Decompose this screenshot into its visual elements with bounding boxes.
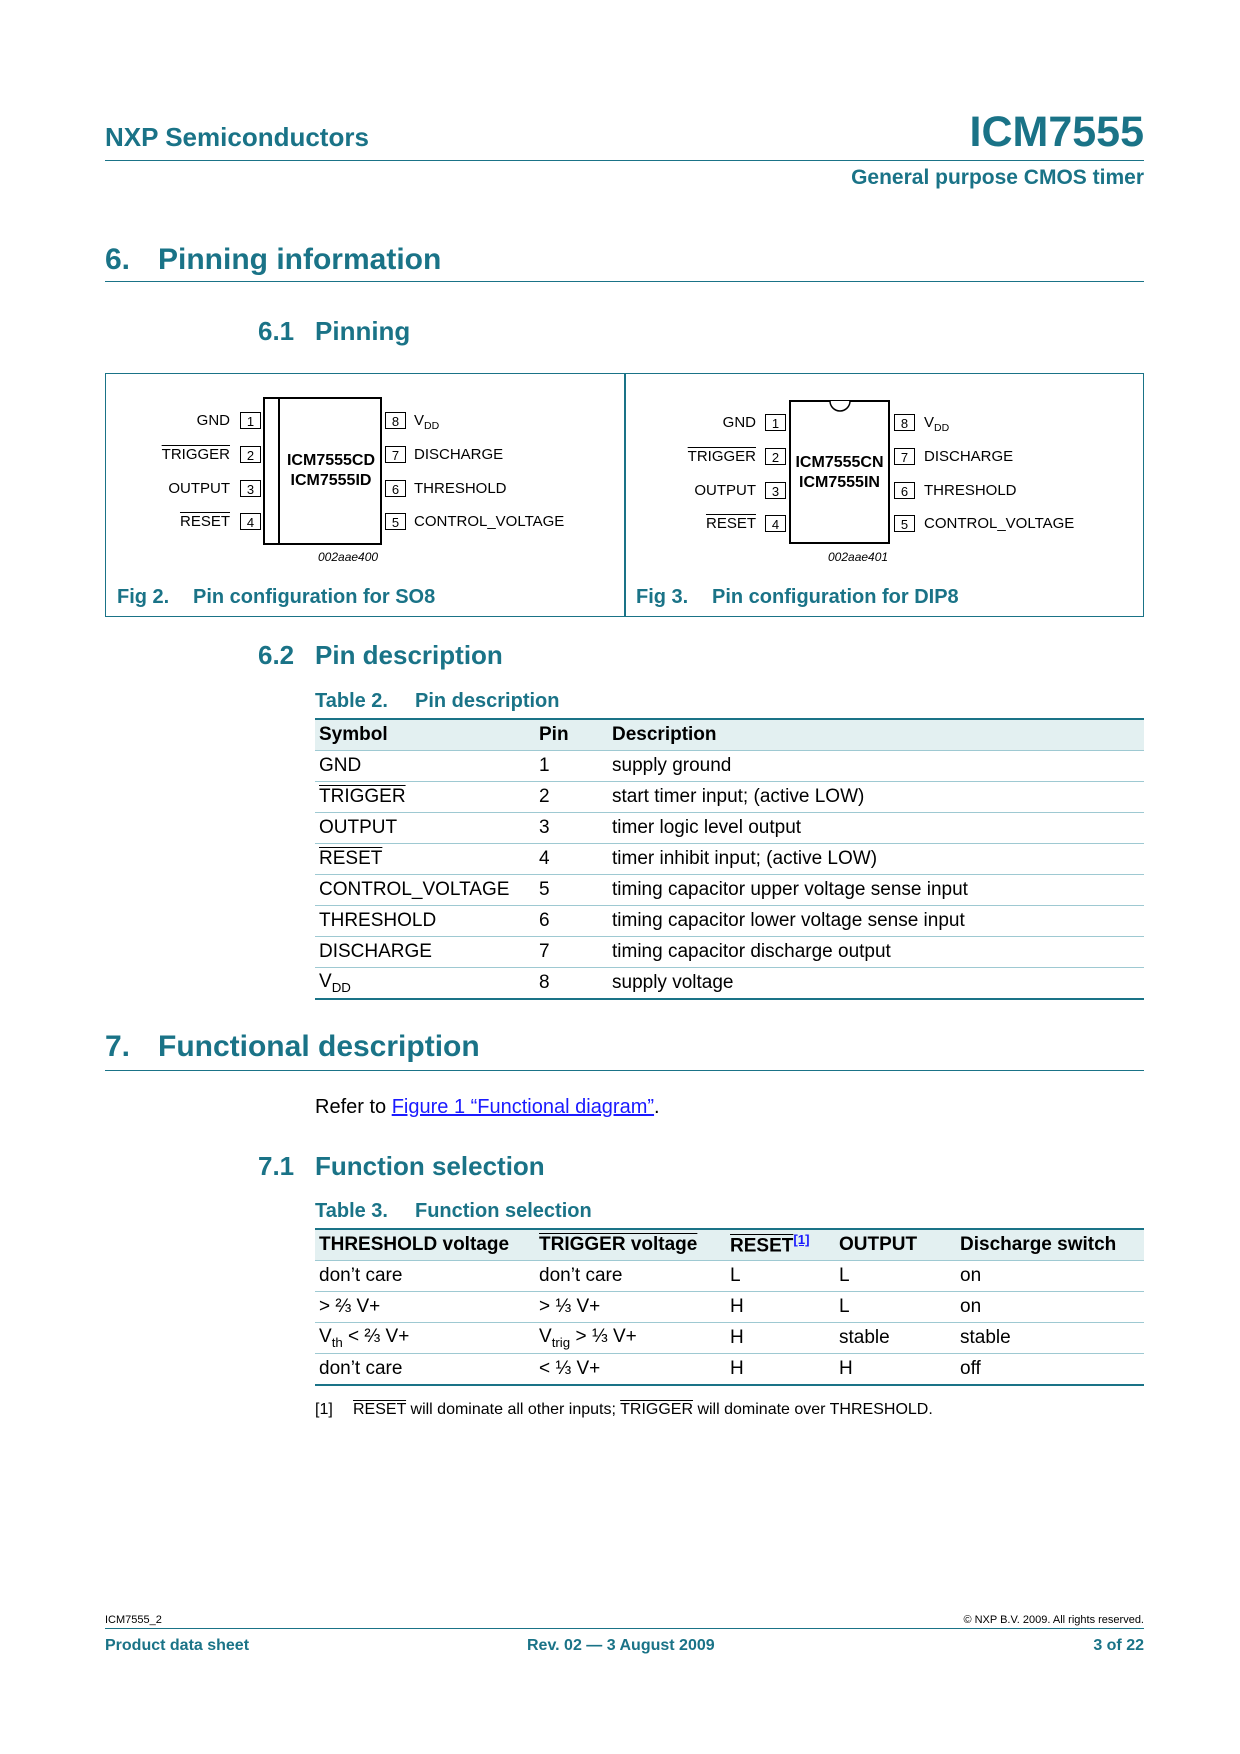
table-header-row [315,1229,1144,1261]
footnote-trigger: TRIGGER [620,1401,693,1418]
cell-text: < ⅔ V+ [342,1326,410,1348]
pin-number: 8 [894,414,915,431]
refer-text [315,1096,660,1119]
function-selection-table [315,1228,1144,1386]
cell-text: V [539,1326,552,1348]
cell-subscript: trig [551,1334,571,1350]
table3-caption [315,1200,592,1223]
footer-doc-type: Product data sheet [105,1637,250,1654]
chip-name-line2: ICM7555ID [290,472,372,489]
section-6-heading [105,243,441,277]
pin-label-discharge: DISCHARGE [924,448,1014,465]
dip8-notch-icon [828,400,852,414]
output-cell: stable [835,1323,956,1354]
figure-caption-text: Pin configuration for SO8 [193,586,436,608]
threshold-cell: don’t care [315,1354,535,1386]
column-header: THRESHOLD voltage [315,1229,535,1261]
pin-number: 3 [240,480,261,497]
threshold-cell: don’t care [315,1261,535,1292]
discharge-cell: stable [956,1323,1144,1354]
output-cell: H [835,1354,956,1386]
output-cell: L [835,1292,956,1323]
pin-label-trigger: TRIGGER [687,448,756,465]
description-cell: timer logic level output [608,813,1144,844]
pin-label-gnd: GND [196,412,230,429]
section-number: 6.2 [258,640,295,670]
column-header [535,1229,726,1261]
discharge-cell: on [956,1261,1144,1292]
dip8-chip-name [789,453,890,493]
fig2-caption [117,586,435,609]
symbol-subscript: DD [331,979,351,995]
threshold-cell [315,1323,535,1354]
figure-caption-text: Pin configuration for DIP8 [712,586,959,608]
footer-page-number: 3 of 22 [1093,1637,1144,1654]
chip-name-line1: ICM7555CN [795,454,884,471]
table-row [315,844,1144,875]
pin-cell: 8 [535,968,608,1000]
table-row [315,937,1144,968]
pin-label-sub: DD [424,420,440,432]
section-rule [105,281,1144,282]
pin-label-output: OUTPUT [694,482,756,499]
pin-label-threshold: THRESHOLD [924,482,1017,499]
column-header: Discharge switch [956,1229,1144,1261]
pin-cell: 6 [535,906,608,937]
symbol-text: V [319,971,332,993]
pin-cell: 3 [535,813,608,844]
company-name: NXP Semiconductors [105,122,369,152]
document-subtitle: General purpose CMOS timer [851,166,1144,189]
description-cell: timing capacitor lower voltage sense input [608,906,1144,937]
cell-subscript: th [331,1334,343,1350]
symbol-cell: GND [315,751,535,782]
reset-cell: H [726,1354,835,1386]
reset-cell: H [726,1323,835,1354]
section-7-1-heading [258,1151,545,1182]
section-number: 7.1 [258,1151,295,1181]
table-row [315,813,1144,844]
pin-number: 2 [765,448,786,465]
document-title: ICM7555 [969,108,1144,156]
description-cell: supply voltage [608,968,1144,1000]
pin-number: 4 [240,513,261,530]
footnote-text: will dominate over THRESHOLD. [693,1401,933,1418]
pin-number: 3 [765,482,786,499]
refer-prefix: Refer to [315,1096,392,1118]
table-title: Function selection [415,1200,592,1222]
table3-footnote [315,1401,933,1419]
figure-divider [624,373,626,617]
pin-label-vdd [414,412,439,432]
pin-number: 6 [894,482,915,499]
column-header: Symbol [315,719,535,751]
table-label: Table 2. [315,690,388,712]
description-cell: supply ground [608,751,1144,782]
pin-label-control-voltage: CONTROL_VOLTAGE [924,515,1075,532]
pin-number: 5 [385,513,406,530]
table-header-row [315,719,1144,751]
footer-revision: Rev. 02 — 3 August 2009 [527,1637,715,1654]
symbol-cell [315,968,535,1000]
chip-name-line2: ICM7555IN [799,474,880,491]
reset-cell: H [726,1292,835,1323]
symbol-cell: CONTROL_VOLTAGE [315,875,535,906]
table-row [315,1354,1144,1386]
figure-label: Fig 3. [636,586,689,608]
figure-1-link[interactable]: Figure 1 “Functional diagram” [391,1096,655,1118]
section-6-2-heading [258,640,503,671]
pin-label-output: OUTPUT [168,480,230,497]
trigger-cell: > ⅓ V+ [535,1292,726,1323]
table-row [315,751,1144,782]
cell-text: > ⅓ V+ [570,1326,637,1348]
table-row [315,875,1144,906]
column-header-text: TRIGGER voltage [539,1234,698,1255]
pin-label-threshold: THRESHOLD [414,480,507,497]
section-number: 6.1 [258,316,295,346]
description-cell: timer inhibit input; (active LOW) [608,844,1144,875]
trigger-cell [535,1323,726,1354]
section-title: Pin description [315,640,503,670]
trigger-cell: < ⅓ V+ [535,1354,726,1386]
symbol-text: RESET [319,848,383,869]
pin-label-control-voltage: CONTROL_VOLTAGE [414,513,565,530]
pin-number: 1 [765,414,786,431]
section-7-heading [105,1030,480,1064]
table-label: Table 3. [315,1200,388,1222]
output-cell: L [835,1261,956,1292]
so8-chip-name [280,451,382,491]
symbol-cell: THRESHOLD [315,906,535,937]
pin-number: 4 [765,515,786,532]
footnote-marker: [1] [315,1401,333,1418]
pin-number: 8 [385,412,406,429]
table-row [315,1323,1144,1354]
footer-rule [105,1628,1144,1629]
footer-copyright: © NXP B.V. 2009. All rights reserved. [963,1614,1144,1626]
section-number: 7. [105,1030,131,1063]
pin-label-gnd: GND [722,414,756,431]
pin-cell: 4 [535,844,608,875]
pin-cell: 7 [535,937,608,968]
table-row [315,906,1144,937]
section-title: Function selection [315,1151,545,1181]
refer-suffix: . [654,1096,660,1118]
pin-label-main: V [924,414,935,431]
section-title: Pinning information [158,243,442,276]
pin-label-reset: RESET [179,513,230,530]
section-title: Functional description [158,1030,480,1063]
symbol-text: TRIGGER [319,786,406,807]
pin-number: 7 [894,448,915,465]
column-header-text: RESET [730,1235,794,1257]
column-header: Description [608,719,1144,751]
symbol-cell [315,782,535,813]
column-header: OUTPUT [835,1229,956,1261]
pin-label-discharge: DISCHARGE [414,446,504,463]
chip-name-line1: ICM7555CD [286,452,376,469]
figure-code: 002aae401 [828,550,889,564]
pin-number: 5 [894,515,915,532]
header-rule [105,160,1144,161]
pin-cell: 1 [535,751,608,782]
pin-label-trigger: TRIGGER [161,446,230,463]
pin-number: 6 [385,480,406,497]
symbol-cell: DISCHARGE [315,937,535,968]
cell-text: V [319,1326,332,1348]
pin-description-table [315,718,1144,1000]
fig3-caption [636,586,959,609]
table-title: Pin description [415,690,560,712]
symbol-cell: OUTPUT [315,813,535,844]
pin-number: 2 [240,446,261,463]
threshold-cell: > ⅔ V+ [315,1292,535,1323]
reset-cell: L [726,1261,835,1292]
pin-label-sub: DD [934,422,950,434]
description-cell: start timer input; (active LOW) [608,782,1144,813]
section-rule [105,1070,1144,1071]
figure-code: 002aae400 [318,550,379,564]
footer-doc-id: ICM7555_2 [105,1614,162,1626]
section-title: Pinning [315,316,411,346]
pin-cell: 2 [535,782,608,813]
table-row [315,782,1144,813]
table-row [315,968,1144,1000]
pin-label-vdd [924,414,949,434]
description-cell: timing capacitor discharge output [608,937,1144,968]
symbol-cell [315,844,535,875]
pin-number: 1 [240,412,261,429]
footnote-reset: RESET [353,1401,407,1418]
table-row [315,1261,1144,1292]
section-number: 6. [105,243,131,276]
pin-label-main: V [414,412,425,429]
pin-cell: 5 [535,875,608,906]
pin-label-reset: RESET [705,515,756,532]
footnote-text: will dominate all other inputs; [406,1401,621,1418]
discharge-cell: on [956,1292,1144,1323]
discharge-cell: off [956,1354,1144,1386]
footnote-link[interactable]: [1] [793,1232,810,1248]
section-6-1-heading [258,316,410,347]
table-row [315,1292,1144,1323]
pin-number: 7 [385,446,406,463]
trigger-cell: don’t care [535,1261,726,1292]
description-cell: timing capacitor upper voltage sense input [608,875,1144,906]
table2-caption [315,690,559,713]
figure-label: Fig 2. [117,586,170,608]
column-header [726,1229,835,1261]
column-header: Pin [535,719,608,751]
